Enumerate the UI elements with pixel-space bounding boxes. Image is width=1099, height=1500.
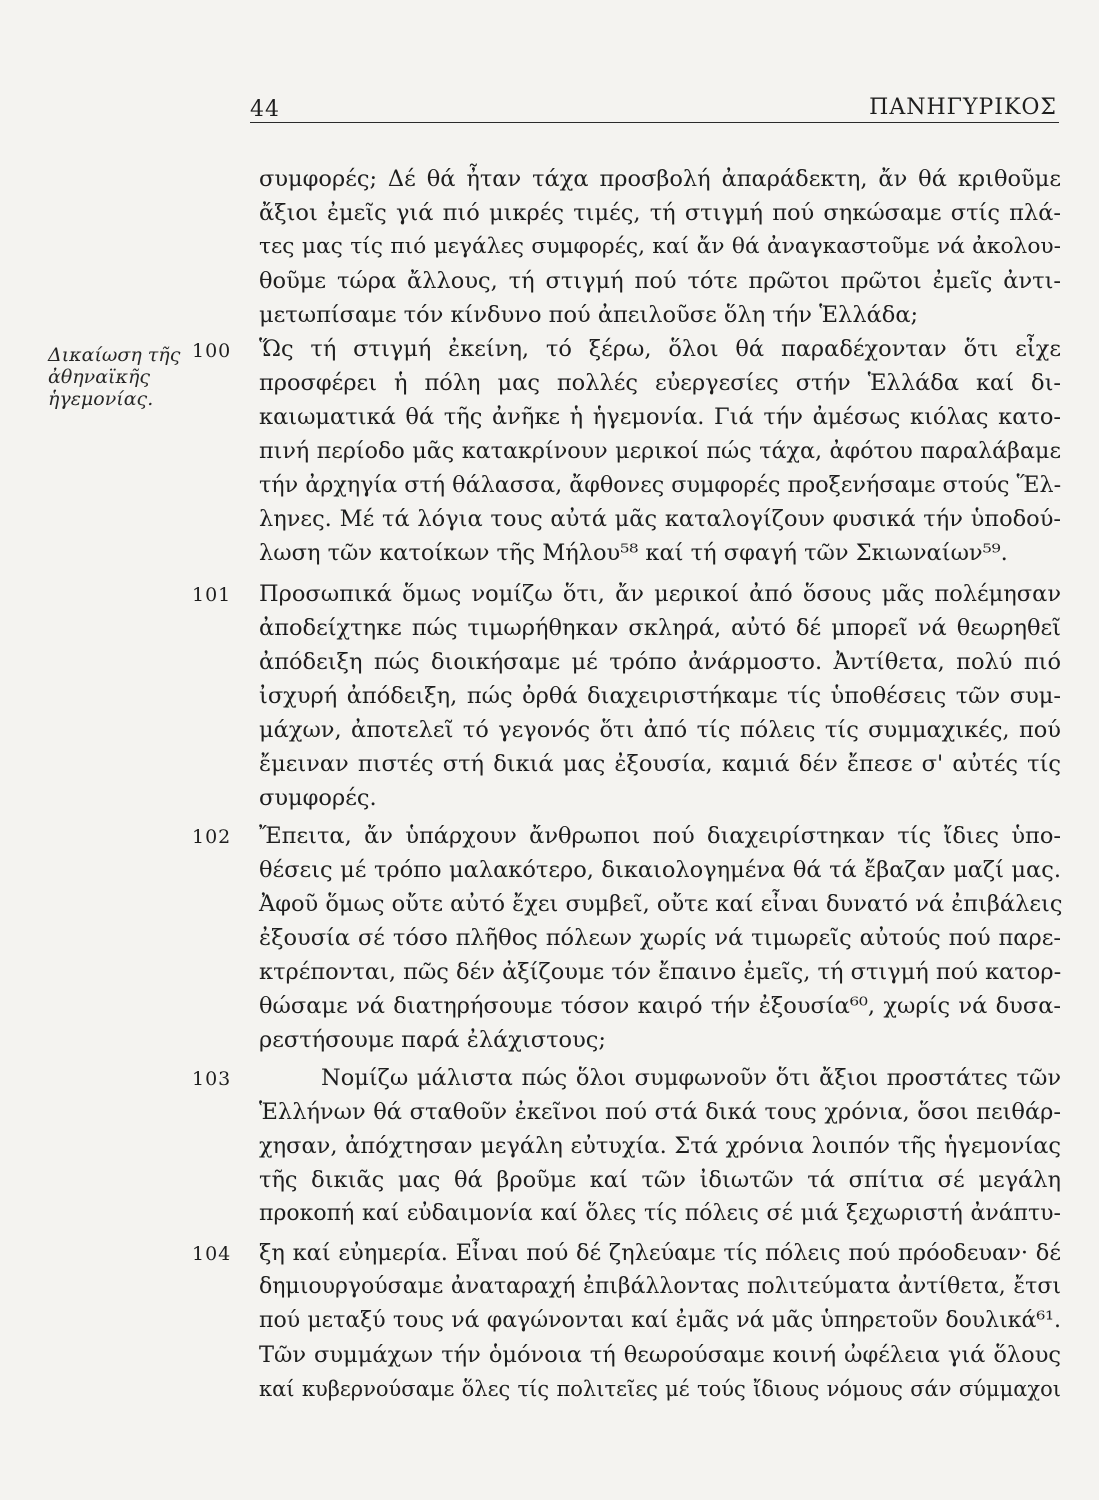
text-line: τήν ἀρχηγία στή θάλασσα, ἄφθονες συμφορές προξενήσαμε στούς Ἕλ-: [259, 472, 1062, 498]
text-line: μάχων, ἀποτελεῖ τό γεγονός ὅτι ἀπό τίς πόλεις τίς συμμαχικές, πού: [259, 717, 1061, 743]
text-line: τῆς δικιᾶς μας θά βροῦμε καί τῶν ἰδιωτῶν τά σπίτια σέ μεγάλη: [259, 1167, 1061, 1193]
sidenote-line: ἀθηναϊκῆς: [48, 366, 150, 388]
text-line: συμφορές; Δέ θά ἦταν τάχα προσβολή ἀπαράδεκτη, ἄν θά κριθοῦμε: [259, 166, 1061, 192]
sidenote-line: Δικαίωση τῆς: [48, 344, 181, 366]
text-line: ἄξιοι ἐμεῖς γιά πιό μικρές τιμές, τή στιγμή πού σηκώσαμε στίς πλά-: [259, 200, 1061, 226]
text-line: θώσαμε νά διατηρήσουμε τόσον καιρό τήν ἐξουσία⁶⁰, χωρίς νά δυσα-: [259, 993, 1061, 1019]
text-line: ἐξουσία σέ τόσο πλῆθος πόλεων χωρίς νά τιμωρεῖς αὐτούς πού παρε-: [259, 925, 1061, 951]
text-line: Τῶν συμμάχων τήν ὁμόνοια τή θεωρούσαμε κοινή ὠφέλεια γιά ὅλους: [259, 1342, 1061, 1368]
text-line: δημιουργούσαμε ἀναταραχή ἐπιβάλλοντας πολιτεύματα ἀντίθετα, ἔτσι: [259, 1274, 1061, 1299]
text-line: Ἑλλήνων θά σταθοῦν ἐκεῖνοι πού στά δικά τους χρόνια, ὅσοι πειθάρ-: [259, 1099, 1061, 1125]
text-line: ληνες. Μέ τά λόγια τους αὐτά μᾶς καταλογίζουν φυσικά τήν ὑποδού-: [259, 506, 1061, 532]
text-line: Νομίζω μάλιστα πώς ὅλοι συμφωνοῦν ὅτι ἄξιοι προστάτες τῶν: [321, 1065, 1061, 1091]
text-line: προκοπή καί εὐδαιμονία καί ὅλες τίς πόλεις σέ μιά ξεχωριστή ἀνάπτυ-: [259, 1201, 1061, 1226]
text-line: Προσωπικά ὅμως νομίζω ὅτι, ἄν μερικοί ἀπό ὅσους μᾶς πολέμησαν: [259, 581, 1061, 607]
section-number-102: 102: [192, 826, 232, 848]
text-line: θοῦμε τώρα ἄλλους, τή στιγμή πού τότε πρῶτοι πρῶτοι ἐμεῖς ἀντι-: [259, 268, 1061, 294]
sidenote-line: ἡγεμονίας.: [48, 388, 154, 410]
section-number-104: 104: [192, 1243, 232, 1265]
text-line: Ἔπειτα, ἄν ὑπάρχουν ἄνθρωποι πού διαχειρίστηκαν τίς ἴδιες ὑπο-: [259, 823, 1061, 849]
text-line: τες μας τίς πιό μεγάλες συμφορές, καί ἄν θά ἀναγκαστοῦμε νά ἀκολου-: [259, 234, 1061, 259]
sidenote: [48, 344, 188, 410]
text-line: λωση τῶν κατοίκων τῆς Μήλου⁵⁸ καί τή σφαγή τῶν Σκιωναίων⁵⁹.: [259, 540, 1008, 566]
section-number-103: 103: [192, 1068, 232, 1090]
text-line: πού μεταξύ τους νά φαγώνονται καί ἐμᾶς νά μᾶς ὑπηρετοῦν δουλικά⁶¹.: [259, 1308, 1061, 1333]
section-number-101: 101: [192, 584, 232, 606]
text-line: χησαν, ἀπόχτησαν μεγάλη εὐτυχία. Στά χρόνια λοιπόν τῆς ἡγεμονίας: [259, 1133, 1061, 1159]
running-title: ΠΑΝΗΓΥΡΙΚΟΣ: [869, 95, 1057, 120]
text-line: ἔμειναν πιστές στή δικιά μας ἐξουσία, καμιά δέν ἔπεσε σ' αὐτές τίς: [259, 751, 1061, 777]
text-line: Ὥς τή στιγμή ἐκείνη, τό ξέρω, ὅλοι θά παραδέχονταν ὅτι εἶχε: [259, 336, 1061, 362]
section-number-100: 100: [192, 340, 232, 362]
text-line: μετωπίσαμε τόν κίνδυνο πού ἀπειλοῦσε ὅλη τήν Ἑλλάδα;: [259, 302, 919, 328]
header-rule: [250, 122, 1059, 123]
text-line: καί κυβερνούσαμε ὅλες τίς πολιτεῖες μέ τούς ἴδιους νόμους σάν σύμμαχοι: [259, 1377, 1061, 1401]
text-line: ξη καί εὐημερία. Εἶναι πού δέ ζηλεύαμε τίς πόλεις πού πρόοδευαν· δέ: [259, 1240, 1061, 1266]
text-line: ἰσχυρή ἀπόδειξη, πώς ὀρθά διαχειριστήκαμε τίς ὑποθέσεις τῶν συμ-: [259, 683, 1061, 709]
text-line: πινή περίοδο μᾶς κατακρίνουν μερικοί πώς τάχα, ἀφότου παραλάβαμε: [259, 438, 1061, 464]
text-line: προσφέρει ἡ πόλη μας πολλές εὐεργεσίες στήν Ἑλλάδα καί δι-: [259, 370, 1061, 396]
text-line: ρεστήσουμε παρά ἐλάχιστους;: [259, 1027, 606, 1053]
text-line: συμφορές.: [259, 785, 377, 811]
text-line: καιωματικά θά τῆς ἀνῆκε ἡ ἡγεμονία. Γιά τήν ἀμέσως κιόλας κατο-: [259, 404, 1061, 430]
text-line: ἀπόδειξη πώς διοικήσαμε μέ τρόπο ἀνάρμοστο. Ἀντίθετα, πολύ πιό: [259, 649, 1061, 675]
text-line: ἀποδείχτηκε πώς τιμωρήθηκαν σκληρά, αὐτό δέ μπορεῖ νά θεωρηθεῖ: [259, 615, 1061, 641]
text-line: κτρέπονται, πῶς δέν ἀξίζουμε τόν ἔπαινο ἐμεῖς, τή στιγμή πού κατορ-: [259, 959, 1062, 985]
page-number: 44: [250, 97, 280, 122]
text-line: θέσεις μέ τρόπο μαλακότερο, δικαιολογημένα θά τά ἔβαζαν μαζί μας.: [259, 857, 1061, 883]
text-line: Ἀφοῦ ὅμως οὔτε αὐτό ἔχει συμβεῖ, οὔτε καί εἶναι δυνατό νά ἐπιβάλεις: [259, 891, 1063, 917]
